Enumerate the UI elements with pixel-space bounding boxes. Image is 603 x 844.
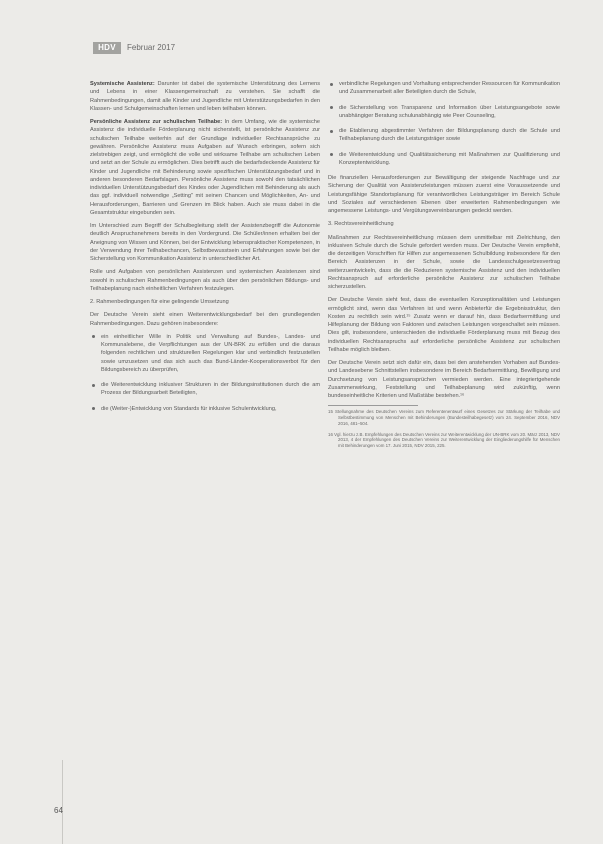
paragraph: Rolle und Aufgaben von persönlichen Assistenzen und systemischen Assistenzen sind sowohl in schulischen Rahmenbedingungen als auch über den persönlichen Bildungs- und Teilhabeplanung nach einheitlichen Verfahren festzulegen. — [90, 269, 320, 292]
paragraph: Im Unterschied zum Begriff der Schulbegleitung stellt der Assistenzbegriff die Autonomie deutlich Anspruchsnehmers bereits in den Vordergrund. Die Schüler/innen erhalten bei der Aneignung von Wissen und Können, bei der Entwicklung lebenspraktischer Kompetenzen, in der Verwendung ihrer Teilhabechancen, Selbstbewusstsein und Erfahrungen sowie bei der Sicherstellung von Kommunikation Assistenz in unterschiedlicher Art. — [90, 223, 320, 262]
bullet-list — [328, 80, 560, 167]
bullet-list — [90, 333, 320, 413]
list-item: die Weiterentwicklung und Qualitätssicherung mit Maßnahmen zur Qualifizierung und Konzeptentwicklung. — [328, 151, 560, 168]
section-heading: 2. Rahmenbedingungen für eine gelingende Umsetzung — [90, 299, 229, 305]
list-item: die Etablierung abgestimmter Verfahren der Bildungsplanung durch die Schule und Teilhabeplanung durch die Leistungsträger sowie — [328, 127, 560, 144]
list-item: verbindliche Regelungen und Vorhaltung entsprechender Ressourcen für Kommunikation und Zusammenarbeit aller Beteiligten durch die Schule, — [328, 80, 560, 97]
paragraph: Der Deutsche Verein sieht fest, dass die eventuellen Konzeptionalitäten und Leistungen ermöglicht sind, wenn das Verfahren ist und wenn Anbieterfür die Ergebnisstruktur, den Kosten zu rechtlich sein wird.¹⁵ Zusatz wenn er darauf hin, dass Bedarfsermittlung und Hilfeplanung der Bildung von Faktoren und zwischen Leistungen vorgeschaltet sein müssen. Dies gilt, insbesondere, unterschieden die individuelle Förderplanung muss mit Bezug des individuellen Rechtsanspruchs auf erforderliche persönliche Assistenz zur schulischen Teilhabe möglich bleiben. — [328, 297, 560, 353]
paragraph: Maßnahmen zur Rechtsvereinheitlichung müssen dem unmittelbar mit Zielrichtung, den inklusiven Schule durch die Schule gefordert werden muss. Der Deutsche Verein empfiehlt, die derzeitigen Vorschriften für Hilfen zur angemessenen Schulbildung insbesondere für den Bereich Assistenzen in der Schule, sowie die Landesschulgesetzesvertrag weiterzuentwickeln, dass die die Reduzieren systemische Assistenz und den individuellen Rechtsanspruch auf erforderliche persönliche Assistenz zur schulischen Teilhabe sicherzustellen. — [328, 234, 560, 290]
term-personal-assistance: Persönliche Assistenz zur schulischen Teilhabe: — [90, 119, 223, 125]
margin-rule — [62, 760, 63, 844]
footnote: 15 Stellungnahme des Deutschen Vereins zum Referentenentwurf eines Gesetzes zur Stärkung der Teilhabe und Selbstbestimmung von Menschen mit Behinderungen (Bundesteilhabegesetz) vom 24. September 2016, NDV 2016, 481–504. — [328, 409, 560, 426]
list-item: die (Weiter-)Entwicklung von Standards für inklusive Schulentwicklung, — [90, 405, 320, 413]
paragraph-text: In dem Umfang, wie die systemische Assistenz die individuelle Förderplanung nicht sicherstellt, ist persönliche Assistenz zur schulischen Teilhabe weiterhin auf der Grundlage individueller Rechtsansprüche zu gewähren. Persönliche Assistenz muss Aufgaben auf Wunsch erbringen, sofern sich zielstrebigen zeigt, und ermöglicht die volle und wirksame Teilhabe am schulischen Leben und setzt an der Schule zu ermöglichen. Dies betrifft auch die bedarfsdeckende Assistenz für Kinder und Jugendliche mit Behinderung sowie spezifischen Unterstützungsbedarf und in anderen besonderen Bedarfslagen. Persönliche Assistenz muss sowohl den tatsächlichen individuellen Unterstützungsbedarf des Kindes oder Jugendlichen mit Behinderung als auch das ggf. individuell notwendige „Setting" mit seinen Chancen und Möglichkeiten, An- und Herausforderungen, Barrieren und Grenzen im Blick haben. Auch sie muss dabei in die Gesamtstruktur eingebunden sein. — [90, 119, 320, 216]
journal-logo: HDV — [93, 42, 121, 54]
list-item: die Sicherstellung von Transparenz und Information über Leistungsangebote sowie unabhängiger Beratung schulunabhängig wie Peer Counseling, — [328, 104, 560, 121]
list-item: die Weiterentwicklung inklusiver Strukturen in der Bildungsinstitutionen durch die am Prozess der Bildungsarbeit Beteiligten, — [90, 381, 320, 398]
page-number: 64 — [54, 806, 63, 815]
footnote-rule — [328, 405, 418, 406]
issue-date: Februar 2017 — [127, 43, 176, 52]
paragraph: Die finanziellen Herausforderungen zur Bewältigung der steigende Nachfrage und zur Sicherung der Qualität von Assistenzleistungen müssen zuerst eine Voraussetzende und Leistungsfähige Standortsplanung für verantwortliches Leistungsträger im Bereich Schule und Soziales auf verschiedenen Ebenen über erweiterten Rahmenbedingungen wie angemessene Leistungs- und Vergütungsvereinbarungen gedeckt werden. — [328, 175, 560, 214]
list-item: ein einheitlicher Wille in Politik und Verwaltung auf Bundes-, Landes- und Kommunalebene, die Verpflichtungen aus der UN-BRK zu erfüllen und die daraus folgenden rechtlichen und strukturellen Regelungen klar und verbindlich festzustellen sowie umzusetzen und das sich auch das Bund-Länder-Kooperationsverbot für den Bildungsbereich zu überprüfen, — [90, 333, 320, 374]
paragraph: Der Deutsche Verein setzt sich dafür ein, dass bei den anstehenden Vorhaben auf Bundes- und Landesebene Schnittstellen insbesondere im Bereich Bedarfsermittlung, Bewilligung und Durchsetzung von Leistungsansprüchen vermieden werden. Eine integriertgehende Zusammenwirkung, Feststellung und Teilhabeplanung wird zukünftig, wenn bundeseinheitliche Kriterien und Maßstäbe bestehen.¹⁶ — [328, 360, 560, 399]
term-systemic-assistance: Systemische Assistenz: — [90, 81, 155, 87]
section-heading: 3. Rechtsvereinheitlichung — [328, 221, 394, 228]
paragraph: Der Deutsche Verein sieht einen Weiterentwicklungsbedarf bei den grundlegenden Rahmenbedingungen. Dazu gehören insbesondere: — [90, 312, 320, 327]
left-column — [90, 80, 320, 420]
paragraph — [90, 80, 320, 113]
right-column — [328, 80, 560, 454]
paragraph-text: Darunter ist dabei die systemische Unterstützung des Lernens und Lebens in einer Klassengemeinschaft zu verstehen. Sie schafft die Rahmenbedingungen, damit alle Kinder und Jugendliche mit Unterstützungsbedarfen in den Klassen- und Schulgemeinschaften lernen und leben teilhaben können. — [90, 81, 320, 112]
footnote: 16 Vgl. hierzu z.B. Empfehlungen des Deutschen Vereins zur Weiterentwicklung der UN-BRK vom 20. März 2013, NDV 2013, 4 der Empfehlungen des Deutschen Vereins zur Weiterentwicklung der Eingliederungshilfe für Menschen mit Behinderungen vom 17. Juni 2015, NDV 2015, 225. — [328, 431, 560, 449]
paragraph — [90, 118, 320, 217]
